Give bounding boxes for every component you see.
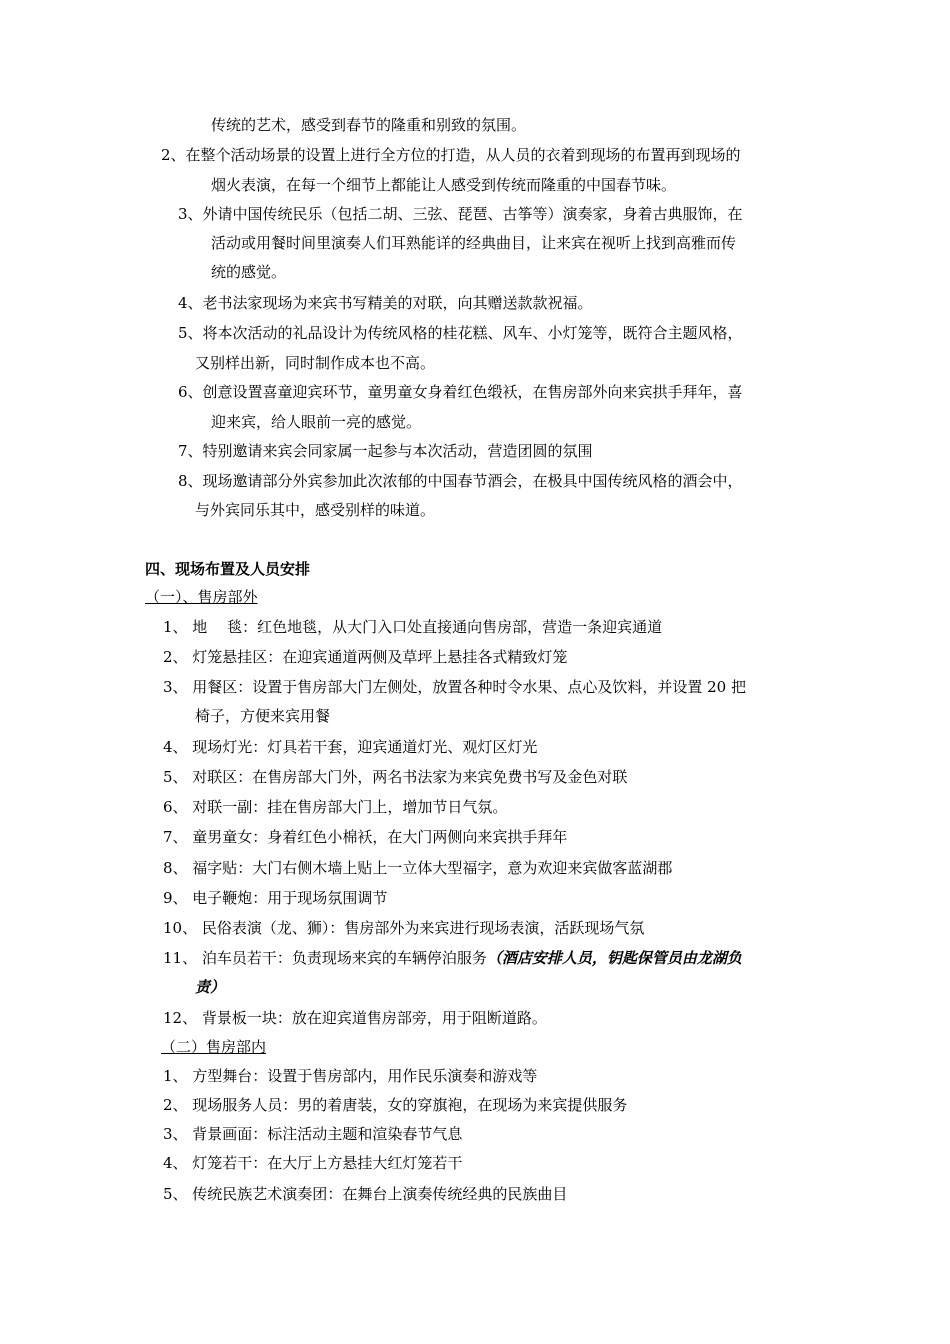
outside-item: 4、 现场灯光：灯具若干套，迎宾通道灯光、观灯区灯光 [163, 738, 538, 756]
item8-line1: 8、现场邀请部分外宾参加此次浓郁的中国春节酒会，在极具中国传统风格的酒会中， [178, 472, 743, 490]
outside-item: 5、 对联区：在售房部大门外，两名书法家为来宾免费书写及金色对联 [163, 768, 628, 786]
outside-item: 9、 电子鞭炮：用于现场氛围调节 [163, 889, 388, 907]
outside-item: 2、 灯笼悬挂区：在迎宾通道两侧及草坪上悬挂各式精致灯笼 [163, 648, 568, 666]
outside-item-11 [163, 948, 742, 968]
item7-line1: 7、特别邀请来宾会同家属一起参与本次活动，营造团圆的氛围 [178, 442, 593, 460]
item5-line2: 又别样出新，同时制作成本也不高。 [195, 354, 436, 372]
item3-line2: 活动或用餐时间里演奏人们耳熟能详的经典曲目，让来宾在视听上找到高雅而传 [211, 234, 737, 252]
subheading-inside: （二）售房部内 [161, 1038, 267, 1056]
outside-item: 8、 福字贴：大门右侧木墙上贴上一立体大型福字，意为欢迎来宾做客蓝湖郡 [163, 859, 673, 877]
outside-item: 7、 童男童女：身着红色小棉袄，在大门两侧向来宾拱手拜年 [163, 828, 568, 846]
item11-note-continuation: 责） [195, 978, 226, 996]
item8-line2: 与外宾同乐其中，感受别样的味道。 [195, 501, 436, 519]
section4-heading: 四、现场布置及人员安排 [145, 560, 311, 578]
item11-text: 11、 泊车员若干：负责现场来宾的车辆停泊服务 [163, 949, 487, 967]
item3-line1: 3、外请中国传统民乐（包括二胡、三弦、琵琶、古筝等）演奏家，身着古典服饰，在 [178, 205, 743, 223]
outside-item-continuation: 椅子，方便来宾用餐 [195, 707, 331, 725]
inside-item: 2、 现场服务人员：男的着唐装，女的穿旗袍，在现场为来宾提供服务 [163, 1096, 628, 1114]
item6-line1: 6、创意设置喜童迎宾环节，童男童女身着红色缎袄，在售房部外向来宾拱手拜年，喜 [178, 383, 743, 401]
inside-item: 5、 传统民族艺术演奏团：在舞台上演奏传统经典的民族曲目 [163, 1185, 568, 1203]
inside-item: 3、 背景画面：标注活动主题和渲染春节气息 [163, 1125, 463, 1143]
subheading-outside: （一）、售房部外 [145, 588, 258, 606]
inside-item: 4、 灯笼若干：在大厅上方悬挂大红灯笼若干 [163, 1154, 463, 1172]
inside-item: 1、 方型舞台：设置于售房部内，用作民乐演奏和游戏等 [163, 1067, 538, 1085]
outside-item: 6、 对联一副：挂在售房部大门上，增加节日气氛。 [163, 798, 508, 816]
item6-line2: 迎来宾，给人眼前一亮的感觉。 [211, 413, 422, 431]
item4-line1: 4、老书法家现场为来宾书写精美的对联，向其赠送款款祝福。 [178, 294, 593, 312]
item11-note: （酒店安排人员，钥匙保管员由龙湖负 [486, 949, 742, 967]
item3-line3: 统的感觉。 [211, 263, 287, 281]
outside-item-12: 12、 背景板一块：放在迎宾道售房部旁，用于阻断道路。 [163, 1009, 547, 1027]
outside-item: 3、 用餐区：设置于售房部大门左侧处，放置各种时令水果、点心及饮料，并设置 20 把 [163, 678, 746, 696]
item2-line1: 2、在整个活动场景的设置上进行全方位的打造，从人员的衣着到现场的布置再到现场的 [161, 146, 741, 164]
outside-item: 1、 地 毯：红色地毯，从大门入口处直接通向售房部，营造一条迎宾通道 [163, 618, 663, 636]
item2-line2: 烟火表演，在每一个细节上都能让人感受到传统而隆重的中国春节味。 [211, 176, 677, 194]
item1-continuation: 传统的艺术，感受到春节的隆重和别致的氛围。 [211, 116, 527, 134]
item5-line1: 5、将本次活动的礼品设计为传统风格的桂花糕、风车、小灯笼等，既符合主题风格， [178, 324, 743, 342]
outside-item: 10、 民俗表演（龙、狮）：售房部外为来宾进行现场表演，活跃现场气氛 [163, 919, 645, 937]
